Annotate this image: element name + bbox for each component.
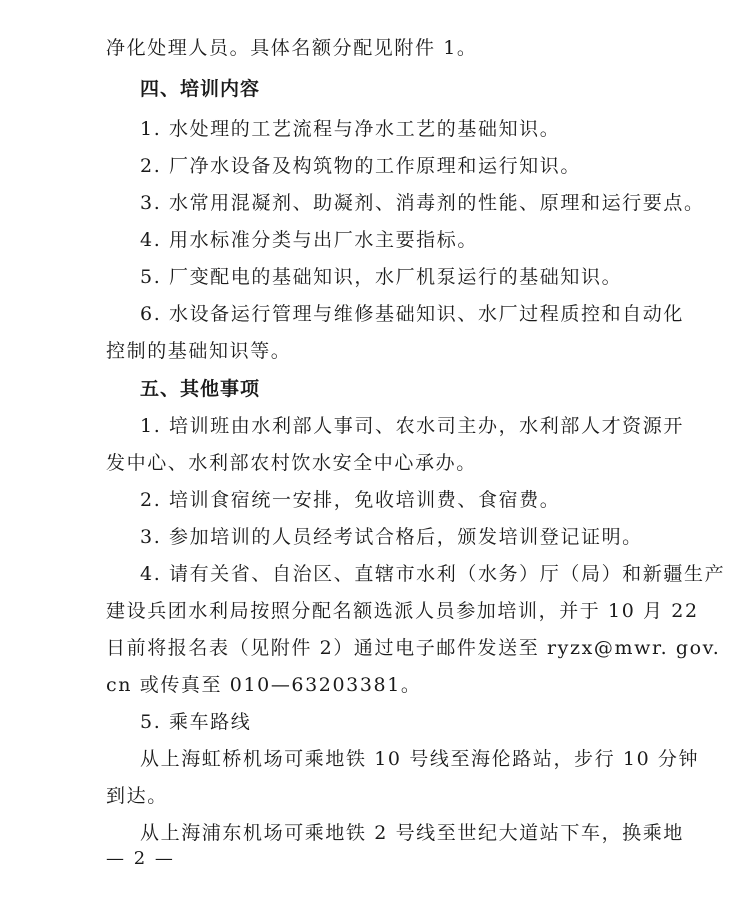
list-item: 2. 厂净水设备及构筑物的工作原理和运行知识。 [140, 155, 581, 177]
list-item-continuation: 日前将报名表（见附件 2）通过电子邮件发送至 ryzx@mwr. gov. [106, 637, 721, 659]
list-item: 6. 水设备运行管理与维修基础知识、水厂过程质控和自动化 [140, 303, 684, 325]
page-number: — 2 — [106, 848, 175, 869]
list-item-continuation: 建设兵团水利局按照分配名额选派人员参加培训，并于 10 月 22 [106, 600, 699, 622]
section-heading-training-content: 四、培训内容 [140, 78, 261, 100]
paragraph-line: 从上海浦东机场可乘地铁 2 号线至世纪大道站下车，换乘地 [140, 822, 684, 844]
list-item-continuation: cn 或传真至 010—63203381。 [106, 674, 422, 696]
list-item: 1. 水处理的工艺流程与净水工艺的基础知识。 [140, 118, 561, 140]
list-item: 2. 培训食宿统一安排，免收培训费、食宿费。 [140, 489, 561, 511]
list-item: 5. 厂变配电的基础知识，水厂机泵运行的基础知识。 [140, 266, 623, 288]
section-heading-other-matters: 五、其他事项 [140, 378, 261, 400]
list-item: 5. 乘车路线 [140, 711, 252, 733]
paragraph-line: 净化处理人员。具体名额分配见附件 1。 [106, 37, 478, 59]
list-item: 4. 请有关省、自治区、直辖市水利（水务）厅（局）和新疆生产 [140, 563, 726, 585]
list-item: 3. 参加培训的人员经考试合格后，颁发培训登记证明。 [140, 526, 643, 548]
paragraph-line: 到达。 [106, 785, 168, 807]
list-item-continuation: 发中心、水利部农村饮水安全中心承办。 [106, 452, 477, 474]
list-item-continuation: 控制的基础知识等。 [106, 340, 292, 362]
list-item: 4. 用水标准分类与出厂水主要指标。 [140, 229, 478, 251]
list-item: 1. 培训班由水利部人事司、农水司主办，水利部人才资源开 [140, 415, 684, 437]
list-item: 3. 水常用混凝剂、助凝剂、消毒剂的性能、原理和运行要点。 [140, 192, 705, 214]
paragraph-line: 从上海虹桥机场可乘地铁 10 号线至海伦路站，步行 10 分钟 [140, 748, 700, 770]
